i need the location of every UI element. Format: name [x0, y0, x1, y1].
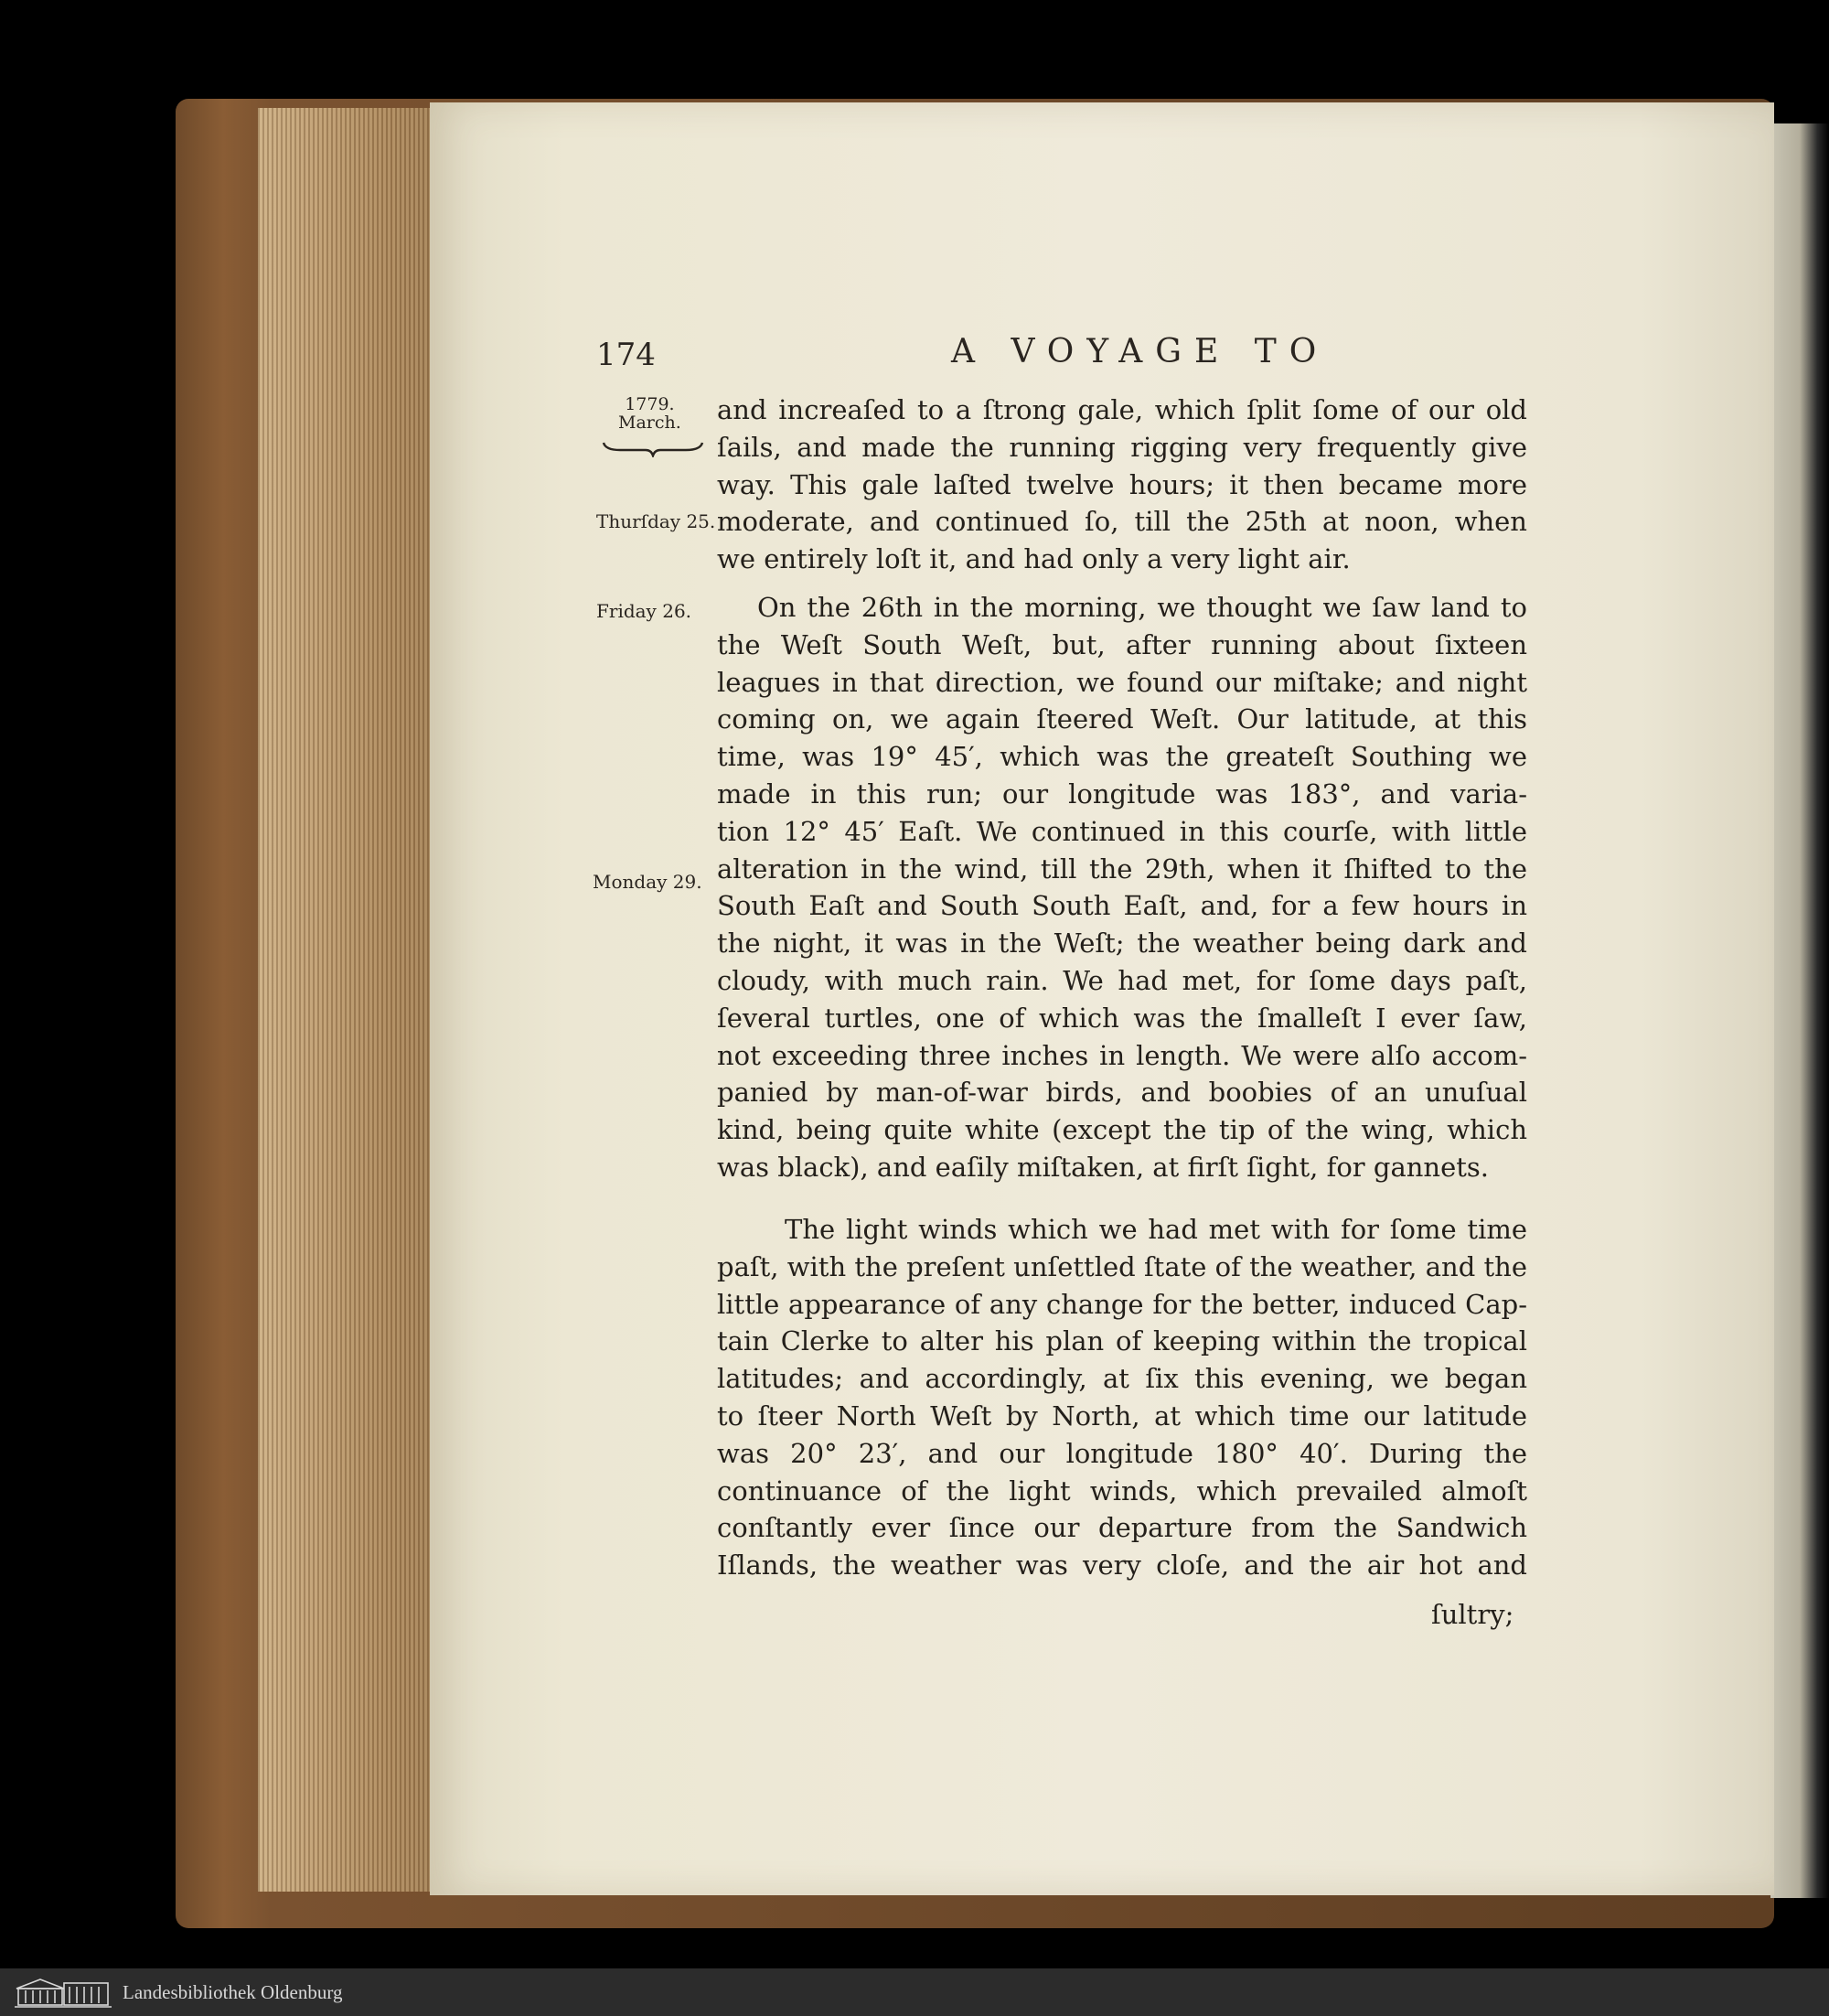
text-line: conſtantly ever ſince our departure from the Sandwich: [717, 1512, 1527, 1544]
text-line: not exceeding three inches in length. We were alſo accom-: [717, 1039, 1527, 1071]
margin-date-note: [618, 395, 681, 432]
text-line: and increaſed to a ſtrong gale, which ſplit ſome of our old: [717, 394, 1527, 425]
text-line: The light winds which we had met with for ſome time: [785, 1214, 1527, 1245]
margin-year: 1779.: [625, 394, 675, 414]
text-line: tion 12° 45′ Eaſt. We continued in this courſe, with little: [717, 815, 1527, 847]
text-line: we entirely loſt it, and had only a very light air.: [717, 543, 1351, 575]
text-line: kind, being quite white (except the tip of the wing, which: [717, 1114, 1527, 1146]
text-line: time, was 19° 45′, which was the greateſt Southing we: [717, 741, 1527, 773]
library-building-icon: [13, 1976, 113, 2009]
text-line: alteration in the wind, till the 29th, when it ſhifted to the: [717, 853, 1527, 885]
viewer-footer: [0, 1968, 1829, 2016]
margin-brace-icon: [602, 441, 704, 457]
text-line: moderate, and continued ſo, till the 25th at noon, when: [717, 506, 1527, 538]
text-line: the Weſt South Weſt, but, after running about ſixteen: [717, 628, 1527, 660]
next-page-edge: [1770, 123, 1829, 1898]
running-title: A VOYAGE TO: [951, 333, 1330, 370]
text-line: cloudy, with much rain. We had met, for ſome days paſt,: [717, 964, 1527, 996]
paragraph-1: [717, 391, 1527, 578]
text-line: was black), and eaſily miſtaken, at firſt ſight, for gannets.: [717, 1151, 1490, 1183]
text-line: to ſteer North Weſt by North, at which time our latitude: [717, 1399, 1527, 1432]
text-line: ſails, and made the running rigging very frequently give: [717, 431, 1527, 463]
page-number: 174: [596, 337, 656, 373]
text-line: little appearance of any change for the better, induced Cap-: [717, 1288, 1527, 1320]
margin-month: March.: [618, 413, 681, 433]
text-line: South Eaſt and South South Eaſt, and, for a few hours in: [717, 890, 1527, 922]
paragraph-3: [717, 1211, 1527, 1584]
text-line: was 20° 23′, and our longitude 180° 40′. During the: [717, 1437, 1527, 1469]
margin-note-monday: Monday 29.: [593, 871, 702, 893]
text-line: way. This gale laſted twelve hours; it then became more: [717, 468, 1527, 500]
text-line: ſeveral turtles, one of which was the ſmalleſt I ever ſaw,: [717, 1002, 1527, 1034]
text-line: continuance of the light winds, which prevailed almoſt: [717, 1474, 1527, 1507]
paragraph-2: [717, 589, 1527, 1186]
text-line: panied by man-of-war birds, and boobies of an unuſual: [717, 1077, 1527, 1109]
text-line: made in this run; our longitude was 183°, and varia-: [717, 777, 1527, 810]
text-line: leagues in that direction, we found our miſtake; and night: [717, 666, 1527, 698]
text-line: paſt, with the preſent unſettled ſtate of the weather, and the: [717, 1250, 1527, 1282]
text-line: coming on, we again ſteered Weſt. Our latitude, at this: [717, 703, 1527, 735]
margin-note-friday: Friday 26.: [596, 600, 692, 622]
text-line: tain Clerke to alter his plan of keeping within the tropical: [717, 1325, 1527, 1357]
library-name[interactable]: Landesbibliothek Oldenburg: [123, 1981, 343, 2003]
catchword: ſultry;: [1431, 1599, 1514, 1630]
page-edges: [258, 108, 441, 1892]
text-line: Iſlands, the weather was very cloſe, and the air hot and: [717, 1550, 1527, 1582]
text-line: latitudes; and accordingly, at ſix this evening, we began: [717, 1363, 1527, 1395]
text-line: On the 26th in the morning, we thought we ſaw land to: [757, 592, 1527, 623]
text-line: the night, it was in the Weſt; the weather being dark and: [717, 928, 1527, 960]
margin-note-thursday: Thurſday 25.: [596, 510, 716, 532]
